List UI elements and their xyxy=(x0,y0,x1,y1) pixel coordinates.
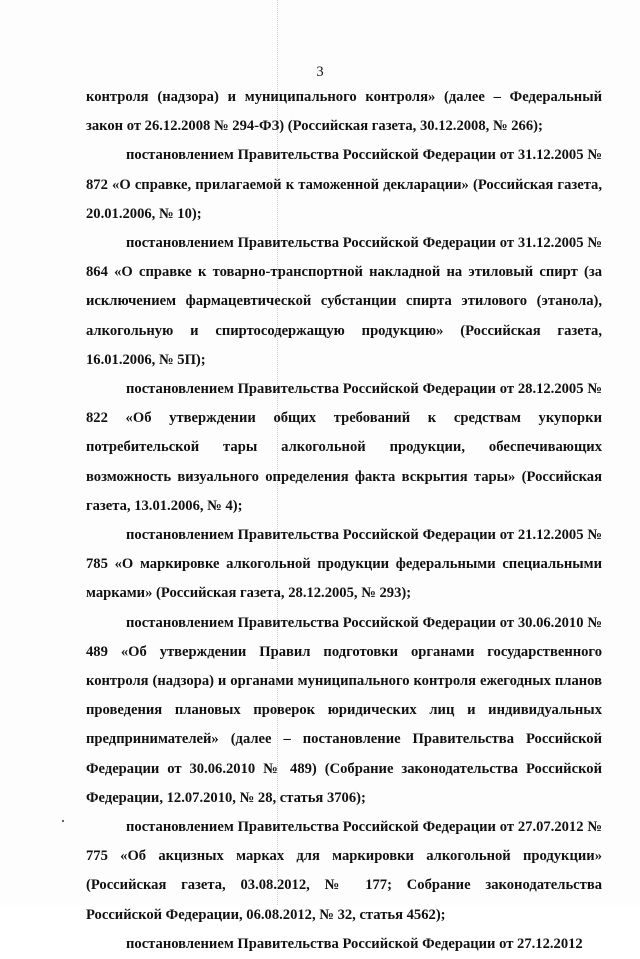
body-text xyxy=(86,83,602,959)
scan-speck xyxy=(62,820,64,822)
page-number: 3 xyxy=(316,64,324,80)
paragraph: постановлением Правительства Российской Федерации от 28.12.2005 № 822 «Об утверждении общих требований к средствам укупорки потребительской тары алкогольной продукции, обеспечивающих возможность визуального определения факта вскрытия тары» (Российская газета, 13.01.2006, № 4); xyxy=(86,381,602,514)
paragraph: постановлением Правительства Российской Федерации от 30.06.2010 № 489 «Об утверждении Правил подготовки органами государственного контроля (надзора) и органами муниципального контроля ежегодных планов проведения плановых проверок юридических лиц и индивидуальных предпринимателей» (далее – постановление Правительства Российской Федерации от 30.06.2010 № 489) (Собрание законодательства Российской Федерации, 12.07.2010, № 28, статья 3706); xyxy=(86,614,602,806)
paragraph: контроля (надзора) и муниципального контроля» (далее – Федеральный закон от 26.12.2008 № 294-ФЗ) (Российская газета, 30.12.2008, № 266); xyxy=(86,89,602,135)
paragraph: постановлением Правительства Российской Федерации от 27.07.2012 № 775 «Об акцизных марках для маркировки алкогольной продукции» (Российская газета, 03.08.2012, № 177; Собрание законодательства Российской Федерации, 06.08.2012, № 32, статья 4562); xyxy=(86,819,602,923)
paragraph: постановлением Правительства Российской Федерации от 27.12.2012 xyxy=(126,935,583,952)
paragraph: постановлением Правительства Российской Федерации от 31.12.2005 № 872 «О справке, прилагаемой к таможенной декларации» (Российская газета, 20.01.2006, № 10); xyxy=(86,147,602,222)
paragraph: постановлением Правительства Российской Федерации от 21.12.2005 № 785 «О маркировке алкогольной продукции федеральными специальными марками» (Российская газета, 28.12.2005, № 293); xyxy=(86,527,602,602)
paragraph: постановлением Правительства Российской Федерации от 31.12.2005 № 864 «О справке к товарно-транспортной накладной на этиловый спирт (за исключением фармацевтической субстанции спирта этилового (этанола), алкогольную и спиртосодержащую продукцию» (Российская газета, 16.01.2006, № 5П); xyxy=(86,235,602,368)
